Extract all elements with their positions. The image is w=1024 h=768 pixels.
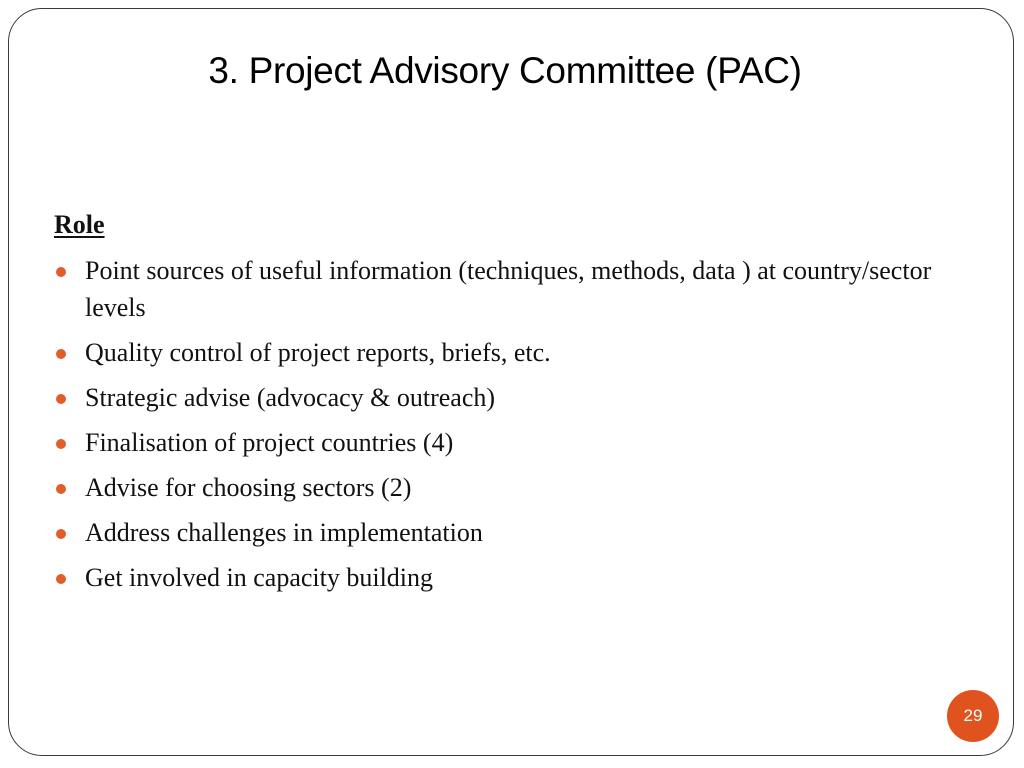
bullet-icon (56, 484, 66, 494)
page-number-badge (947, 690, 999, 742)
slide-body (54, 206, 954, 604)
bullet-icon (56, 574, 66, 584)
bullet-item (54, 514, 954, 551)
bullet-item (54, 252, 954, 326)
slide-title: 3. Project Advisory Committee (PAC) (208, 50, 802, 91)
bullet-text: Point sources of useful information (techniques, methods, data ) at country/sector levels (85, 256, 932, 322)
bullet-item (54, 334, 954, 371)
bullet-icon (56, 267, 66, 277)
bullet-text: Quality control of project reports, briefs, etc. (85, 338, 551, 367)
bullet-item (54, 379, 954, 416)
bullet-text: Finalisation of project countries (4) (85, 428, 454, 457)
bullet-item (54, 469, 954, 506)
section-heading-role: Role (54, 210, 105, 239)
bullet-text: Advise for choosing sectors (2) (85, 473, 412, 502)
page-number: 29 (963, 706, 983, 725)
bullet-item (54, 559, 954, 596)
bullet-text: Address challenges in implementation (85, 518, 483, 547)
bullet-icon (56, 529, 66, 539)
bullet-icon (56, 394, 66, 404)
bullet-text: Strategic advise (advocacy & outreach) (85, 383, 496, 412)
bullet-text: Get involved in capacity building (85, 563, 434, 592)
bullet-list (54, 252, 954, 596)
bullet-icon (56, 349, 66, 359)
bullet-icon (56, 439, 66, 449)
bullet-item (54, 424, 954, 461)
